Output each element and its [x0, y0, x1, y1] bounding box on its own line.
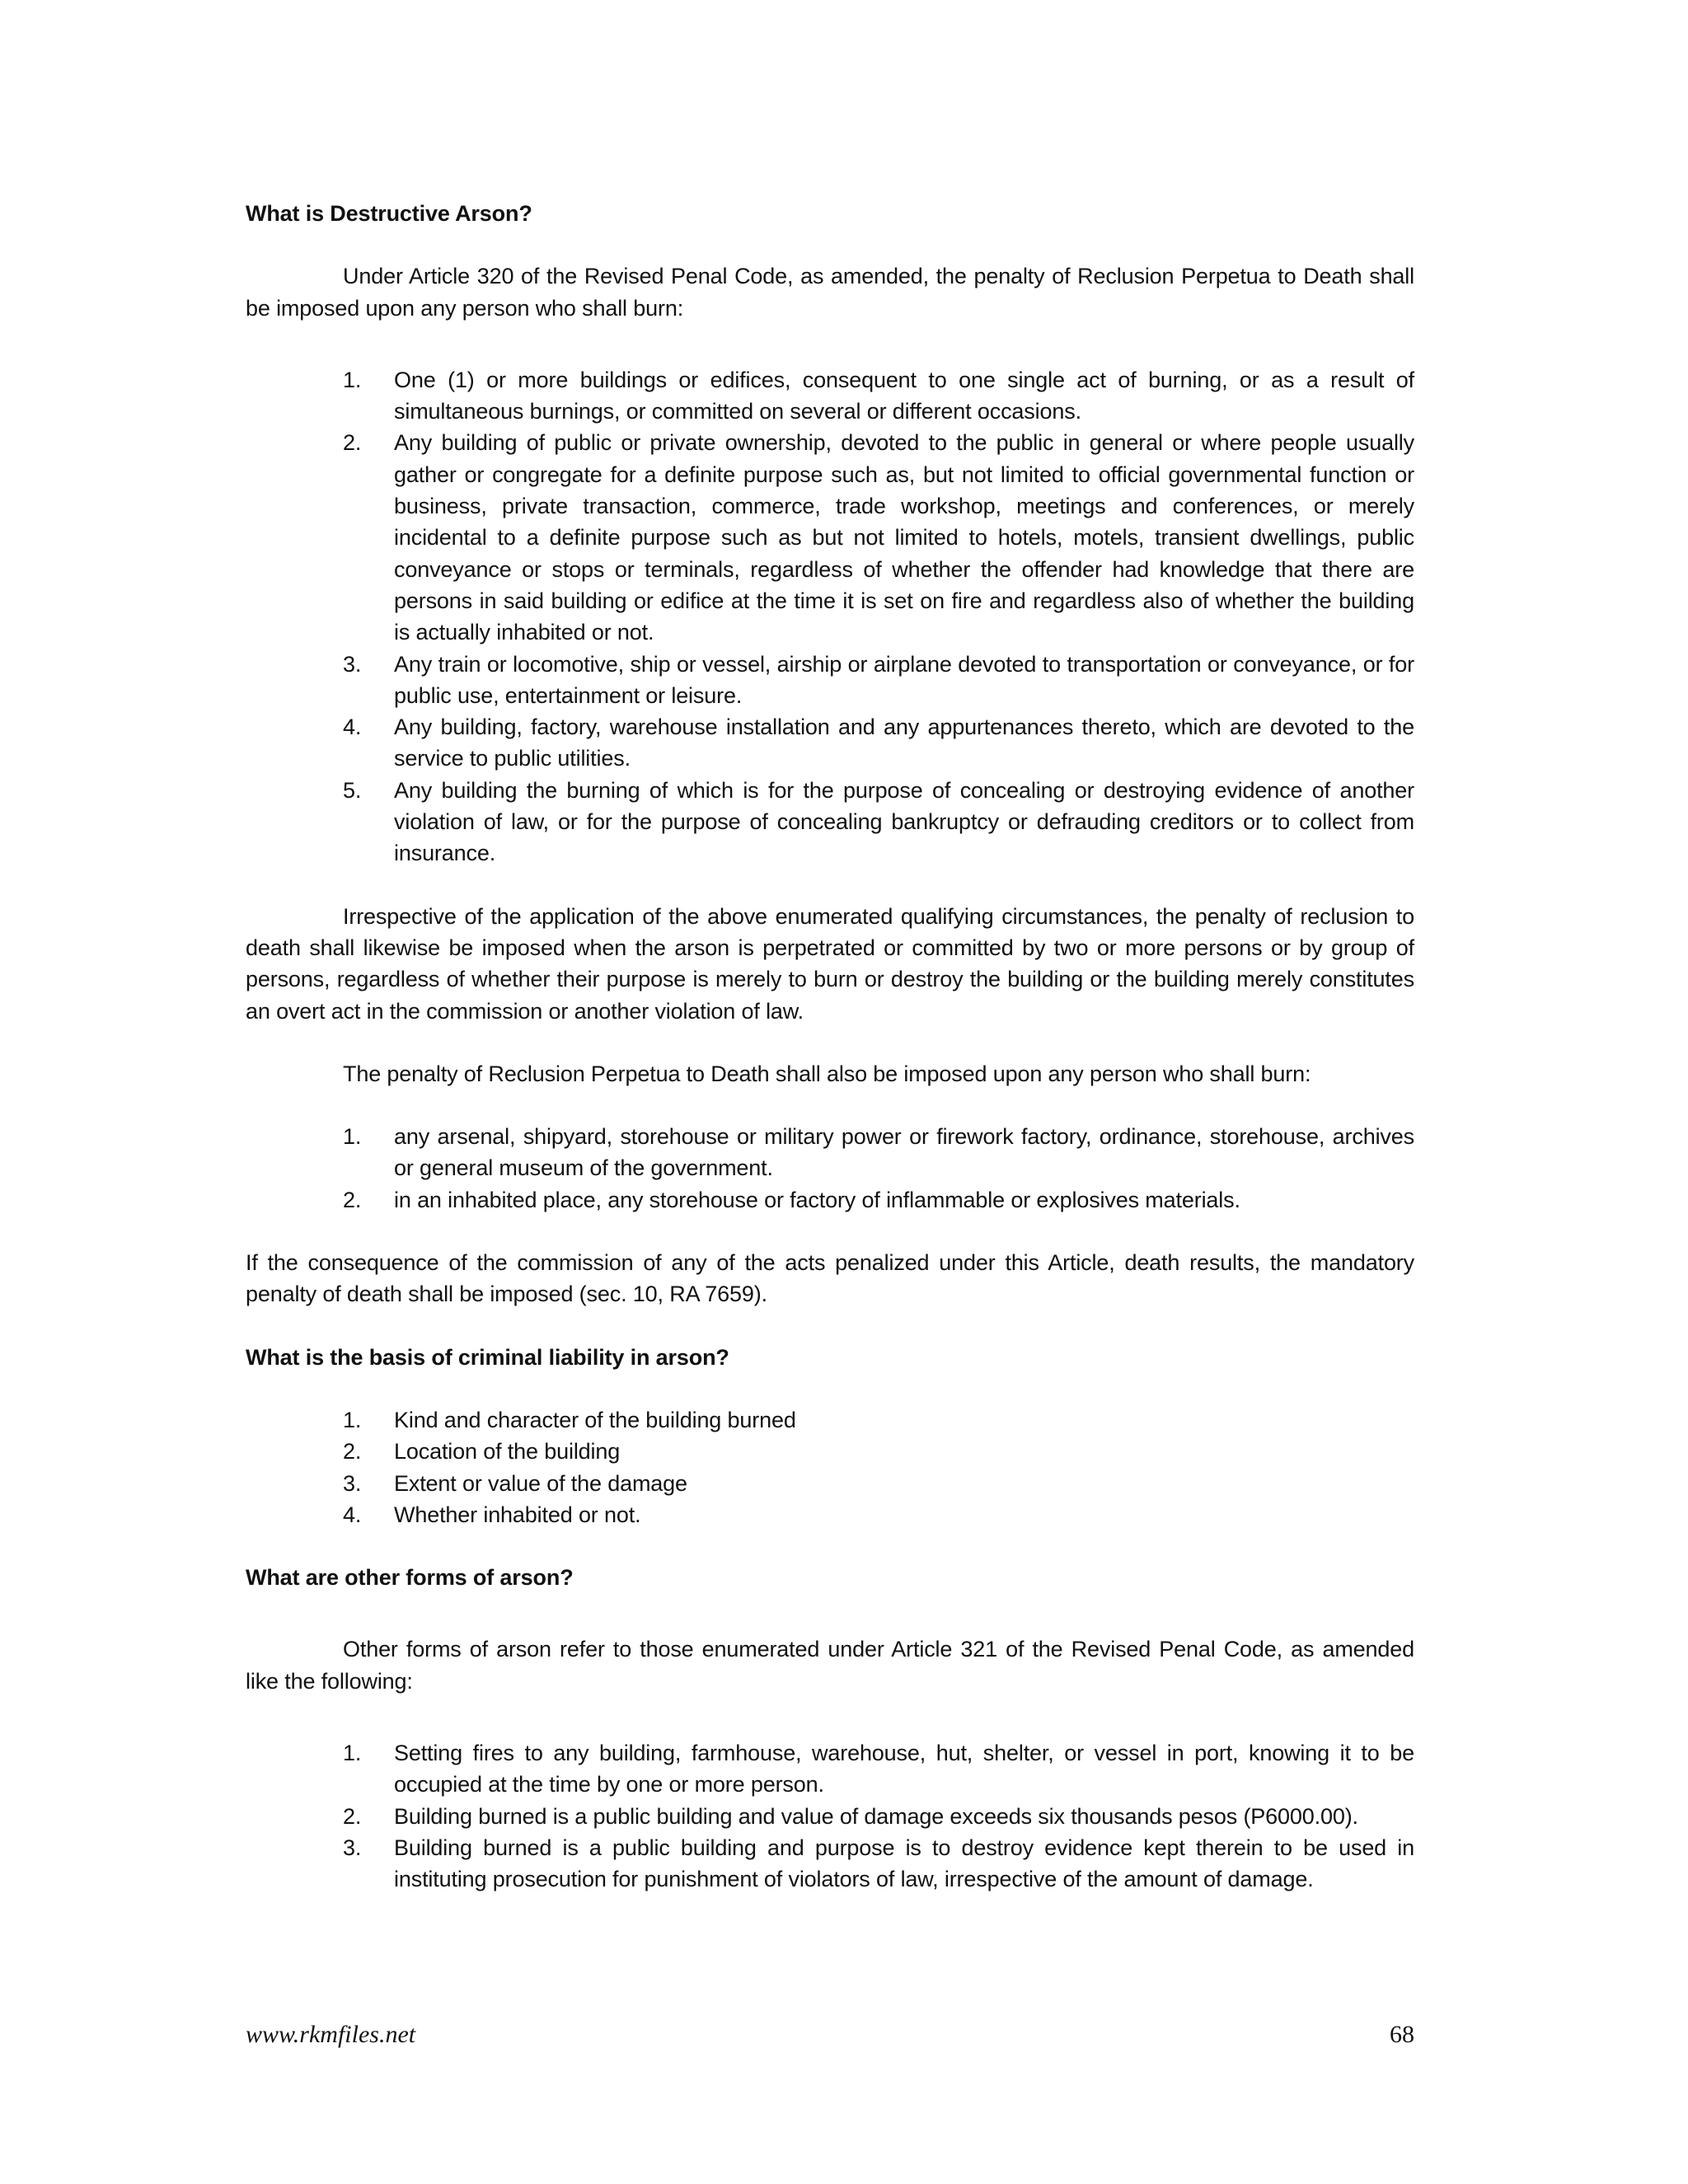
list-number: 2. — [343, 1439, 362, 1465]
heading-basis-of-liability: What is the basis of criminal liability in arson? — [246, 1344, 729, 1370]
list-number: 1. — [343, 1407, 362, 1432]
paragraph-article-321: Other forms of arson refer to those enumerated under Article 321 of the Revised Penal Code, as amended like the following: — [246, 1637, 1414, 1694]
list-number: 2. — [343, 1803, 362, 1829]
paragraph-also-imposed: The penalty of Reclusion Perpetua to Death shall also be imposed upon any person who shall burn: — [343, 1061, 1311, 1086]
list-item-text: Building burned is a public building and purpose is to destroy evidence kept therein to be used in instituting prosecution for punishment of violators of law, irrespective of the amount of damage. — [394, 1835, 1414, 1892]
list-number: 3. — [343, 1470, 362, 1496]
list-item-text: Any building of public or private ownership, devoted to the public in general or where people usually gather or congregate for a definite purpose such as, but not limited to official governmental function or business, private transaction, commerce, trade workshop, meetings and conferences, or merely incidental to a definite purpose such as but not limited to hotels, motels, transient dwellings, public conveyance or stops or terminals, regardless of whether the offender had knowledge that there are persons in said building or edifice at the time it is set on fire and regardless also of whether the building is actually inhabited or not. — [394, 430, 1414, 645]
list-item-text: Any building, factory, warehouse installation and any appurtenances thereto, which are devoted to the service to public utilities. — [394, 715, 1414, 771]
document-page — [246, 198, 1414, 1895]
list-item — [246, 1436, 1414, 1467]
list-item — [246, 649, 1414, 712]
list-item — [246, 1737, 1414, 1801]
list-item — [246, 1404, 1414, 1436]
list-item — [246, 1832, 1414, 1896]
heading-other-forms: What are other forms of arson? — [246, 1565, 574, 1591]
list-item — [246, 364, 1414, 428]
paragraph-consequence: If the consequence of the commission of any of the acts penalized under this Article, death results, the mandatory penalty of death shall be imposed (sec. 10, RA 7659). — [246, 1250, 1414, 1307]
list-item — [246, 1801, 1414, 1832]
list-item-text: Any train or locomotive, ship or vessel, airship or airplane devoted to transportation or conveyance, or for public use, entertainment or leisure. — [394, 651, 1414, 708]
paragraph-article-320: Under Article 320 of the Revised Penal Code, as amended, the penalty of Reclusion Perpetua to Death shall be imposed upon any person who shall burn: — [246, 264, 1414, 321]
list-also-imposed — [246, 1121, 1414, 1216]
list-item-text: any arsenal, shipyard, storehouse or military power or firework factory, ordinance, storehouse, archives or general museum of the government. — [394, 1124, 1414, 1181]
list-number: 2. — [343, 430, 362, 456]
list-item-text: Whether inhabited or not. — [394, 1502, 641, 1527]
list-item-text: One (1) or more buildings or edifices, consequent to one single act of burning, or as a result of simultaneous burnings, or committed on several or different occasions. — [394, 367, 1414, 424]
list-number: 3. — [343, 1835, 362, 1860]
list-number: 4. — [343, 1502, 362, 1527]
heading-destructive-arson: What is Destructive Arson? — [246, 201, 532, 226]
list-item-text: Building burned is a public building and value of damage exceeds six thousands pesos (P6000.00). — [394, 1803, 1358, 1829]
list-number: 3. — [343, 651, 362, 677]
list-destructive-arson — [246, 364, 1414, 869]
list-other-forms — [246, 1737, 1414, 1895]
list-number: 1. — [343, 1124, 362, 1150]
paragraph-irrespective: Irrespective of the application of the above enumerated qualifying circumstances, the penalty of reclusion to death shall likewise be imposed when the arson is perpetrated or committed by two or more persons or by group of persons, regardless of whether their purpose is merely to burn or destroy the building or the building merely constitutes an overt act in the commission or another violation of law. — [246, 903, 1414, 1024]
list-item — [246, 1468, 1414, 1499]
list-item-text: Setting fires to any building, farmhouse, warehouse, hut, shelter, or vessel in port, knowing it to be occupied at the time by one or more person. — [394, 1740, 1414, 1797]
list-item-text: Any building the burning of which is for the purpose of concealing or destroying evidence of another violation of law, or for the purpose of concealing bankruptcy or defrauding creditors or to collect from insurance. — [394, 777, 1414, 866]
list-item — [246, 427, 1414, 648]
list-item-text: Location of the building — [394, 1439, 621, 1465]
list-number: 4. — [343, 715, 362, 740]
footer-page-number: 68 — [1390, 2021, 1414, 2048]
list-item — [246, 1499, 1414, 1530]
list-item-text: Extent or value of the damage — [394, 1470, 687, 1496]
list-item-text: in an inhabited place, any storehouse or factory of inflammable or explosives materials. — [394, 1187, 1240, 1212]
list-item-text: Kind and character of the building burned — [394, 1407, 796, 1432]
list-number: 1. — [343, 367, 362, 392]
list-number: 2. — [343, 1187, 362, 1212]
list-basis — [246, 1404, 1414, 1530]
list-item — [246, 775, 1414, 869]
list-item — [246, 1121, 1414, 1184]
footer-website: www.rkmfiles.net — [246, 2021, 416, 2048]
list-number: 1. — [343, 1740, 362, 1765]
list-number: 5. — [343, 777, 362, 803]
list-item — [246, 1184, 1414, 1216]
list-item — [246, 711, 1414, 775]
